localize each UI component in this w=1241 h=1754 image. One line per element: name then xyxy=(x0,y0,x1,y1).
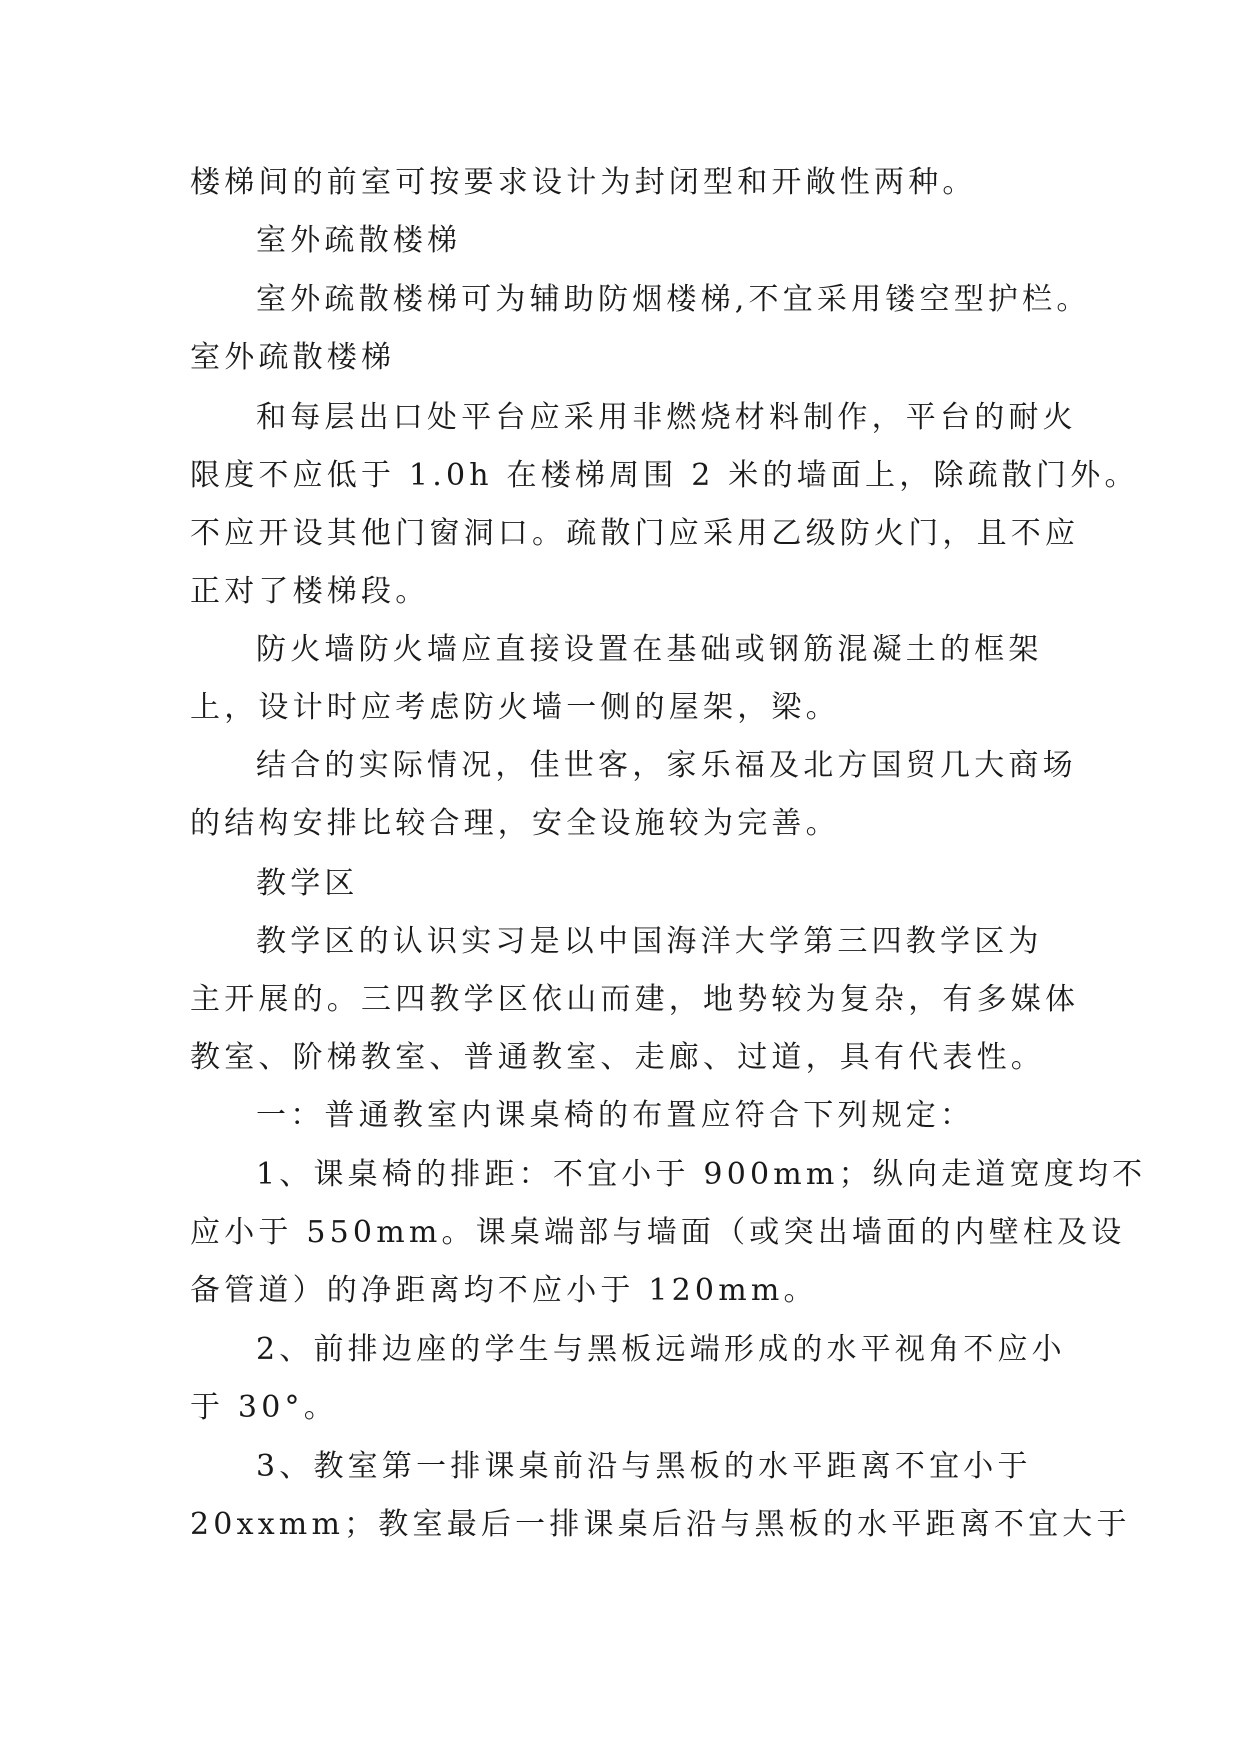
text-line: 防火墙防火墙应直接设置在基础或钢筋混凝土的框架 xyxy=(256,632,1043,667)
text-line: 室外疏散楼梯可为辅助防烟楼梯,不宜采用镂空型护栏。 xyxy=(256,282,1091,317)
text-line: 备管道）的净距离均不应小于 120mm。 xyxy=(190,1273,818,1308)
text-line: 楼梯间的前室可按要求设计为封闭型和开敞性两种。 xyxy=(190,165,977,200)
text-line: 一：普通教室内课桌椅的布置应符合下列规定： xyxy=(256,1098,975,1133)
text-line: 主开展的。三四教学区依山而建，地势较为复杂，有多媒体 xyxy=(190,982,1080,1017)
section-heading: 室外疏散楼梯 xyxy=(256,223,462,258)
text-line: 应小于 550mm。课桌端部与墙面（或突出墙面的内壁柱及设 xyxy=(190,1215,1126,1250)
text-line: 不应开设其他门窗洞口。疏散门应采用乙级防火门，且不应 xyxy=(190,516,1080,551)
text-line: 和每层出口处平台应采用非燃烧材料制作，平台的耐火 xyxy=(256,400,1077,435)
text-line: 教室、阶梯教室、普通教室、走廊、过道，具有代表性。 xyxy=(190,1040,1045,1075)
section-heading: 室外疏散楼梯 xyxy=(190,340,396,375)
text-line: 上，设计时应考虑防火墙一侧的屋架，梁。 xyxy=(190,690,840,725)
text-line: 于 30°。 xyxy=(190,1390,338,1425)
text-line: 2、前排边座的学生与黑板远端形成的水平视角不应小 xyxy=(256,1332,1066,1367)
text-line: 1、课桌椅的排距：不宜小于 900mm；纵向走道宽度均不 xyxy=(256,1157,1147,1192)
text-line: 的结构安排比较合理，安全设施较为完善。 xyxy=(190,806,840,841)
text-line: 正对了楼梯段。 xyxy=(190,574,430,609)
text-line: 3、教室第一排课桌前沿与黑板的水平距离不宜小于 xyxy=(256,1449,1032,1484)
section-heading: 教学区 xyxy=(256,866,359,901)
text-line: 限度不应低于 1.0h 在楼梯周围 2 米的墙面上，除疏散门外。 xyxy=(190,458,1139,493)
text-line: 教学区的认识实习是以中国海洋大学第三四教学区为 xyxy=(256,924,1043,959)
text-line: 结合的实际情况，佳世客，家乐福及北方国贸几大商场 xyxy=(256,748,1077,783)
text-line: 20xxmm；教室最后一排课桌后沿与黑板的水平距离不宜大于 xyxy=(190,1507,1131,1542)
